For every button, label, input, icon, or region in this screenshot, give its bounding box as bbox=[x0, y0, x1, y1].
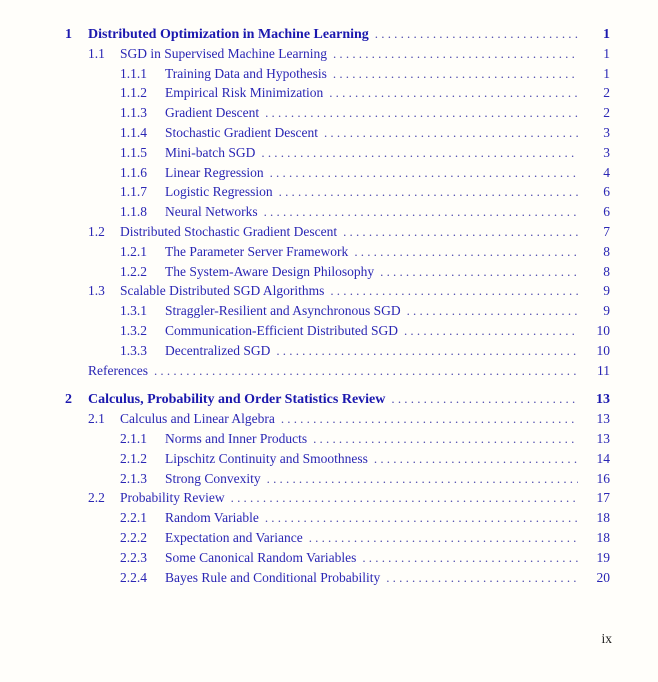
toc-entry[interactable] bbox=[65, 469, 610, 489]
entry-page-number: 9 bbox=[603, 283, 610, 299]
entry-number: 1.3.3 bbox=[120, 342, 147, 358]
entry-page-number: 4 bbox=[603, 164, 610, 180]
entry-number: 2.2 bbox=[88, 490, 105, 506]
entry-page-number: 18 bbox=[596, 510, 610, 526]
entry-page-number: 1 bbox=[603, 45, 610, 61]
dot-leader bbox=[333, 64, 578, 84]
entry-page-number: 20 bbox=[596, 569, 610, 585]
toc-entry[interactable] bbox=[65, 548, 610, 568]
toc-entry[interactable] bbox=[65, 341, 610, 361]
toc-entry[interactable] bbox=[65, 182, 610, 202]
toc-entry[interactable] bbox=[65, 361, 610, 381]
dot-leader bbox=[386, 568, 578, 588]
entry-number: 2.1.2 bbox=[120, 450, 147, 466]
toc-entry[interactable] bbox=[65, 321, 610, 341]
entry-number: 2.2.2 bbox=[120, 529, 147, 545]
dot-leader bbox=[231, 488, 578, 508]
entry-page-number: 6 bbox=[603, 184, 610, 200]
entry-page-number: 10 bbox=[596, 322, 610, 338]
toc-entry[interactable] bbox=[65, 163, 610, 183]
entry-page-number: 11 bbox=[597, 362, 610, 378]
entry-title: References bbox=[88, 362, 148, 378]
entry-page-number: 19 bbox=[596, 549, 610, 565]
entry-title: Communication-Efficient Distributed SGD bbox=[165, 322, 398, 338]
entry-title: The System-Aware Design Philosophy bbox=[165, 263, 375, 279]
entry-number: 2.2.3 bbox=[120, 549, 147, 565]
entry-title: Random Variable bbox=[165, 510, 259, 526]
toc-entry[interactable] bbox=[65, 528, 610, 548]
toc-entry[interactable] bbox=[65, 488, 610, 508]
toc-entry[interactable] bbox=[65, 262, 610, 282]
entry-page-number: 2 bbox=[603, 85, 610, 101]
entry-number: 1.1.1 bbox=[120, 65, 147, 81]
entry-number: 1.1 bbox=[88, 45, 105, 61]
entry-page-number: 6 bbox=[603, 204, 610, 220]
entry-page-number: 8 bbox=[603, 243, 610, 259]
toc-entry[interactable] bbox=[65, 281, 610, 301]
entry-page-number: 14 bbox=[596, 450, 610, 466]
entry-page-number: 9 bbox=[603, 303, 610, 319]
toc-entry[interactable] bbox=[65, 24, 610, 44]
entry-number: 1.1.5 bbox=[120, 144, 147, 160]
entry-title: Mini-batch SGD bbox=[165, 144, 256, 160]
dot-leader bbox=[276, 341, 578, 361]
dot-leader bbox=[330, 281, 578, 301]
entry-number: 2.1.3 bbox=[120, 470, 147, 486]
dot-leader bbox=[267, 469, 578, 489]
entry-title: Stochastic Gradient Descent bbox=[165, 124, 318, 140]
dot-leader bbox=[329, 83, 578, 103]
dot-leader bbox=[324, 123, 578, 143]
toc-entry[interactable] bbox=[65, 123, 610, 143]
entry-title: Calculus and Linear Algebra bbox=[120, 411, 275, 427]
toc-entry[interactable] bbox=[65, 83, 610, 103]
entry-title: Straggler-Resilient and Asynchronous SGD bbox=[165, 303, 401, 319]
entry-title: Training Data and Hypothesis bbox=[165, 65, 327, 81]
entry-number: 1.2 bbox=[88, 223, 105, 239]
entry-title: Gradient Descent bbox=[165, 105, 260, 121]
toc-entry[interactable] bbox=[65, 143, 610, 163]
entry-number: 1 bbox=[65, 27, 72, 42]
toc-entry[interactable] bbox=[65, 222, 610, 242]
entry-title: Expectation and Variance bbox=[165, 529, 303, 545]
entry-title: SGD in Supervised Machine Learning bbox=[120, 45, 327, 61]
entry-title: Bayes Rule and Conditional Probability bbox=[165, 569, 381, 585]
entry-title: The Parameter Server Framework bbox=[165, 243, 349, 259]
entry-page-number: 16 bbox=[596, 470, 610, 486]
entry-title: Lipschitz Continuity and Smoothness bbox=[165, 450, 368, 466]
entry-page-number: 3 bbox=[603, 144, 610, 160]
entry-number: 1.1.6 bbox=[120, 164, 147, 180]
dot-leader bbox=[265, 103, 578, 123]
entry-number: 2 bbox=[65, 392, 72, 408]
dot-leader bbox=[404, 321, 578, 341]
dot-leader bbox=[354, 242, 578, 262]
toc-entry[interactable] bbox=[65, 202, 610, 222]
dot-leader bbox=[279, 182, 578, 202]
entry-title: Norms and Inner Products bbox=[165, 430, 308, 446]
dot-leader bbox=[391, 389, 578, 409]
entry-title: Distributed Stochastic Gradient Descent bbox=[120, 223, 338, 239]
entry-number: 2.2.1 bbox=[120, 510, 147, 526]
entry-title: Strong Convexity bbox=[165, 470, 261, 486]
dot-leader bbox=[375, 24, 578, 44]
entry-number: 1.2.2 bbox=[120, 263, 147, 279]
toc-entry[interactable] bbox=[65, 389, 610, 409]
entry-title: Logistic Regression bbox=[165, 184, 273, 200]
dot-leader bbox=[261, 143, 578, 163]
toc-entry[interactable] bbox=[65, 44, 610, 64]
entry-page-number: 1 bbox=[603, 27, 610, 42]
dot-leader bbox=[154, 361, 578, 381]
dot-leader bbox=[281, 409, 578, 429]
toc-entry[interactable] bbox=[65, 242, 610, 262]
toc-chapter-block bbox=[65, 24, 610, 380]
entry-number: 1.1.8 bbox=[120, 204, 147, 220]
entry-number: 1.1.7 bbox=[120, 184, 147, 200]
dot-leader bbox=[270, 163, 578, 183]
entry-page-number: 13 bbox=[596, 411, 610, 427]
entry-page-number: 18 bbox=[596, 529, 610, 545]
entry-page-number: 2 bbox=[603, 105, 610, 121]
entry-number: 2.1 bbox=[88, 411, 105, 427]
entry-number: 1.3.1 bbox=[120, 303, 147, 319]
entry-number: 1.1.3 bbox=[120, 105, 147, 121]
entry-page-number: 1 bbox=[603, 65, 610, 81]
dot-leader bbox=[264, 202, 578, 222]
toc-entry[interactable] bbox=[65, 508, 610, 528]
toc-chapter-block bbox=[65, 389, 610, 587]
toc-entry[interactable] bbox=[65, 409, 610, 429]
toc-entry[interactable] bbox=[65, 301, 610, 321]
entry-page-number: 13 bbox=[596, 430, 610, 446]
entry-page-number: 3 bbox=[603, 124, 610, 140]
entry-page-number: 13 bbox=[596, 392, 610, 408]
toc-entry[interactable] bbox=[65, 64, 610, 84]
dot-leader bbox=[407, 301, 578, 321]
entry-title: Linear Regression bbox=[165, 164, 264, 180]
entry-title: Probability Review bbox=[120, 490, 225, 506]
dot-leader bbox=[374, 449, 578, 469]
entry-number: 1.3 bbox=[88, 283, 105, 299]
entry-number: 1.1.2 bbox=[120, 85, 147, 101]
entry-title: Empirical Risk Minimization bbox=[165, 85, 324, 101]
entry-title: Some Canonical Random Variables bbox=[165, 549, 357, 565]
entry-title: Decentralized SGD bbox=[165, 342, 271, 358]
dot-leader bbox=[362, 548, 578, 568]
entry-page-number: 10 bbox=[596, 342, 610, 358]
dot-leader bbox=[265, 508, 578, 528]
toc-entry[interactable] bbox=[65, 429, 610, 449]
dot-leader bbox=[309, 528, 578, 548]
entry-page-number: 17 bbox=[596, 490, 610, 506]
toc-entry[interactable] bbox=[65, 568, 610, 588]
entry-number: 1.3.2 bbox=[120, 322, 147, 338]
entry-title: Distributed Optimization in Machine Learning bbox=[88, 27, 369, 42]
entry-title: Calculus, Probability and Order Statistics Review bbox=[88, 392, 386, 408]
dot-leader bbox=[313, 429, 578, 449]
toc-entry[interactable] bbox=[65, 449, 610, 469]
entry-number: 1.2.1 bbox=[120, 243, 147, 259]
dot-leader bbox=[380, 262, 578, 282]
dot-leader bbox=[333, 44, 578, 64]
entry-title: Neural Networks bbox=[165, 204, 258, 220]
page-folio: ix bbox=[601, 631, 612, 646]
entry-page-number: 7 bbox=[603, 223, 610, 239]
entry-title: Scalable Distributed SGD Algorithms bbox=[120, 283, 325, 299]
dot-leader bbox=[343, 222, 578, 242]
entry-number: 2.1.1 bbox=[120, 430, 147, 446]
toc bbox=[65, 24, 610, 587]
entry-number: 1.1.4 bbox=[120, 124, 147, 140]
entry-page-number: 8 bbox=[603, 263, 610, 279]
entry-number: 2.2.4 bbox=[120, 569, 147, 585]
toc-entry[interactable] bbox=[65, 103, 610, 123]
